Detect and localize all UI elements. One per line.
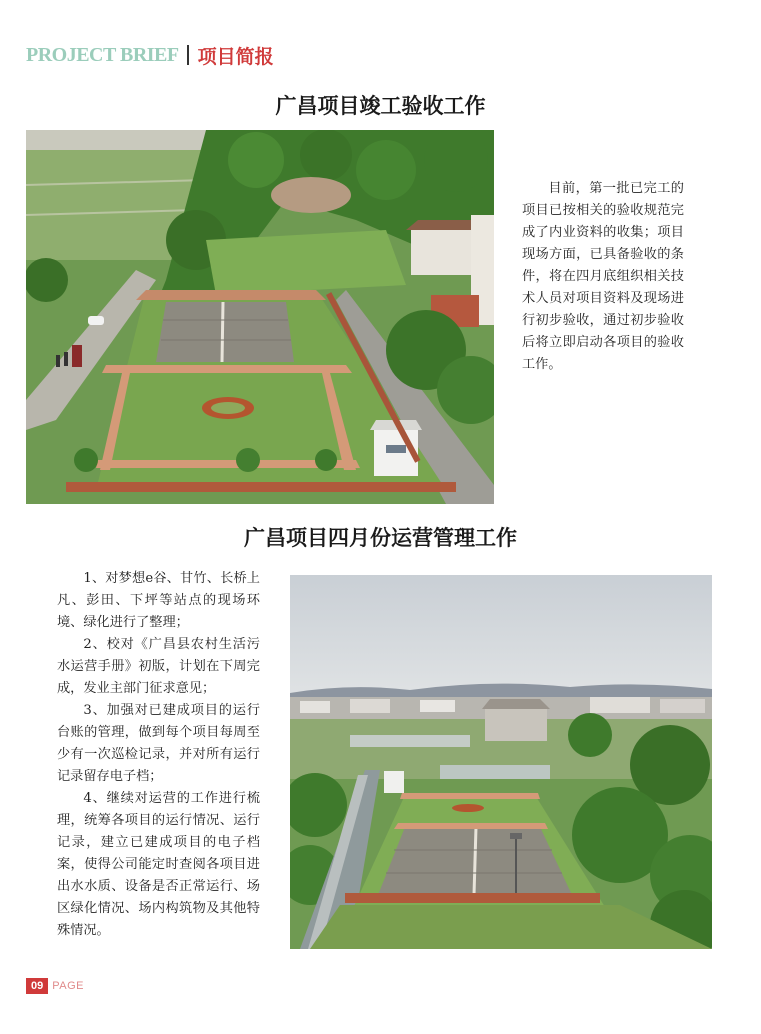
- page-number: 09: [26, 978, 48, 994]
- page-footer: [26, 978, 84, 994]
- section2-title: 广昌项目四月份运营管理工作: [244, 525, 517, 550]
- header-divider: [187, 45, 189, 65]
- aerial-photo-operating-site: [290, 575, 712, 949]
- section1-title: 广昌项目竣工验收工作: [275, 93, 486, 118]
- section2-item-3: 3、加强对已建成项目的运行台账的管理，做到每个项目每周至少有一次巡检记录，并对所有运行记录留存电子档；: [57, 703, 260, 784]
- section1-paragraph: [522, 178, 684, 376]
- section1-text: 目前，第一批已完工的项目已按相关的验收规范完成了内业资料的收集；项目现场方面，已具备验收的条件，将在四月底组织相关技术人员对项目资料及现场进行初步验收，通过初步验收后将立即启动各项目的验收工作。: [522, 181, 684, 372]
- brand-english: PROJECT BRIEF: [26, 43, 179, 66]
- section2-item-2: 2、校对《广昌县农村生活污水运营手册》初版，计划在下周完成，发业主部门征求意见；: [57, 637, 260, 696]
- aerial-photo-completed-site: [26, 130, 494, 504]
- section2-item-4: 4、继续对运营的工作进行梳理，统筹各项目的运行情况、运行记录，建立已建成项目的电子档案，使得公司能定时查阅各项目进出水水质、设备是否正常运行、场区绿化情况、场内构筑物及其他特殊情况。: [57, 791, 260, 938]
- section2-item-1: 1、对梦想e谷、甘竹、长桥上凡、彭田、下坪等站点的现场环境、绿化进行了整理；: [57, 571, 260, 630]
- page-label: PAGE: [52, 980, 85, 992]
- section2-list: [57, 568, 260, 942]
- page-header: [26, 40, 274, 70]
- brand-chinese: 项目简报: [197, 45, 274, 68]
